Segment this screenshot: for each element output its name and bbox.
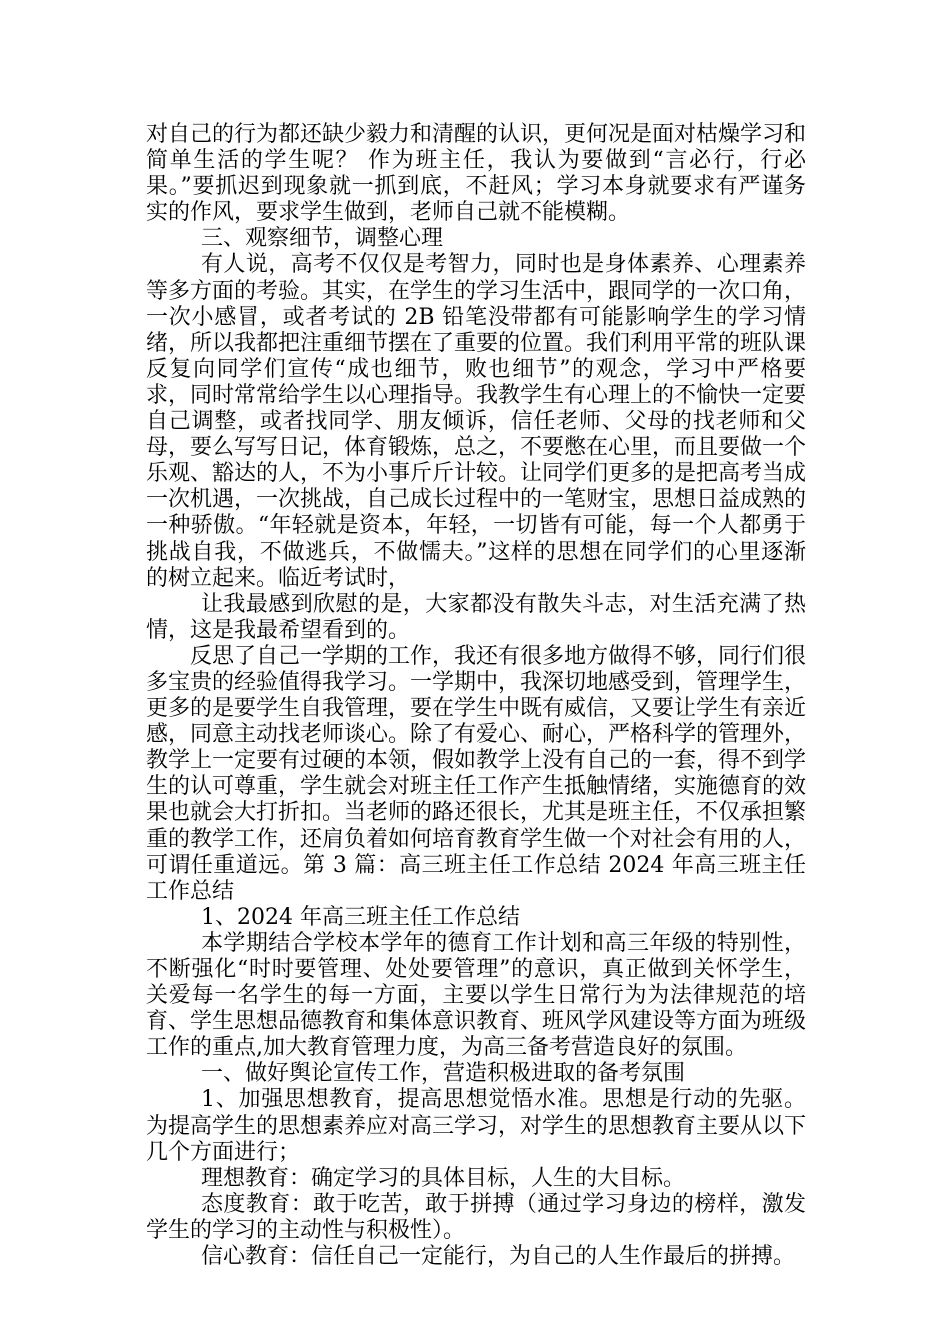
section-heading-publicity: 一、做好舆论宣传工作，营造积极进取的备考氛围	[201, 1061, 686, 1087]
paragraph-ideal-education: 理想教育：确定学习的具体目标，人生的大目标。	[201, 1165, 686, 1191]
paragraph-3: 有人说，高考不仅仅是考智力，同时也是身体素养、心理素养等多方面的考验。其实，在学生的学习生活中，跟同学的一次口角，一次小感冒，或者考试的 2B 铅笔没带都有可能影响学生的学习情绪，所以我都把注重细节摆在了重要的位置。我们利用平常的班队课反复向同学们宣传“成也细节，败也细节”的观念，学习中严格要求，同时常常给学生以心理指导。我教学生有心理上的不愉快一定要自己调整，或者找同学、朋友倾诉，信任老师、父母的找老师和父母，要么写写日记，体育锻炼，总之，不要憋在心里，而且要做一个乐观、豁达的人，不为小事斤斤计较。让同学们更多的是把高考当成一次机遇，一次挑战，自己成长过程中的一笔财宝，思想日益成熟的一种骄傲。“年轻就是资本，年轻，一切皆有可能，每一个人都勇于挑战自我，不做逃兵，不做懦夫。”这样的思想在同学们的心里逐渐的树立起来。临近考试时，	[146, 252, 807, 591]
document-page	[146, 122, 806, 1270]
paragraph-4: 让我最感到欣慰的是，大家都没有散失斗志，对生活充满了热情，这是我最希望看到的。	[146, 591, 806, 643]
paragraph-confidence-education: 信心教育：信任自己一定能行，为自己的人生作最后的拼搏。	[201, 1244, 796, 1270]
paragraph-7: 本学期结合学校本学年的德育工作计划和高三年级的特别性，不断强化“时时要管理、处处要管理”的意识，真正做到关怀学生，关爱每一名学生的每一方面，主要以学生日常行为为法律规范的培育、学生思想品德教育和集体意识教育、班风学风建设等方面为班级工作的重点,加大教育管理力度，为高三备考营造良好的氛围。	[146, 930, 807, 1061]
paragraph-5: 反思了自己一学期的工作，我还有很多地方做得不够，同行们很多宝贵的经验值得我学习。一学期中，我深切地感受到，管理学生，更多的是要学生自我管理，要在学生中既有威信，又要让学生有亲近感，同意主动找老师谈心。除了有爱心、耐心，严格科学的管理外，教学上一定要有过硬的本领，假如教学上没有自己的一套，得不到学生的认可尊重，学生就会对班主任工作产生抵触情绪，实施德育的效果也就会大打折扣。当老师的路还很长，尤其是班主任，不仅承担繁重的教学工作，还肩负着如何培育教育学生做一个对社会有用的人，可谓任重道远。第 3 篇：高三班主任工作总结 2024 年高三班主任工作总结	[146, 643, 807, 904]
section-heading-summary-2024: 1、2024 年高三班主任工作总结	[201, 904, 520, 930]
paragraph-attitude-education: 态度教育：敢于吃苦，敢于拼搏（通过学习身边的榜样，激发学生的学习的主动性与积极性）。	[146, 1191, 806, 1243]
section-heading-observe-details: 三、观察细节，调整心理	[201, 226, 444, 252]
paragraph-1: 对自己的行为都还缺少毅力和清醒的认识，更何况是面对枯燥学习和简单生活的学生呢？ 作为班主任，我认为要做到“言必行，行必果。”要抓迟到现象就一抓到底，不赶风；学习本身就要求有严谨务实的作风，要求学生做到，老师自己就不能模糊。	[146, 122, 807, 226]
paragraph-9: 1、加强思想教育，提高思想觉悟水准。思想是行动的先驱。为提高学生的思想素养应对高三学习，对学生的思想教育主要从以下几个方面进行；	[146, 1087, 807, 1165]
